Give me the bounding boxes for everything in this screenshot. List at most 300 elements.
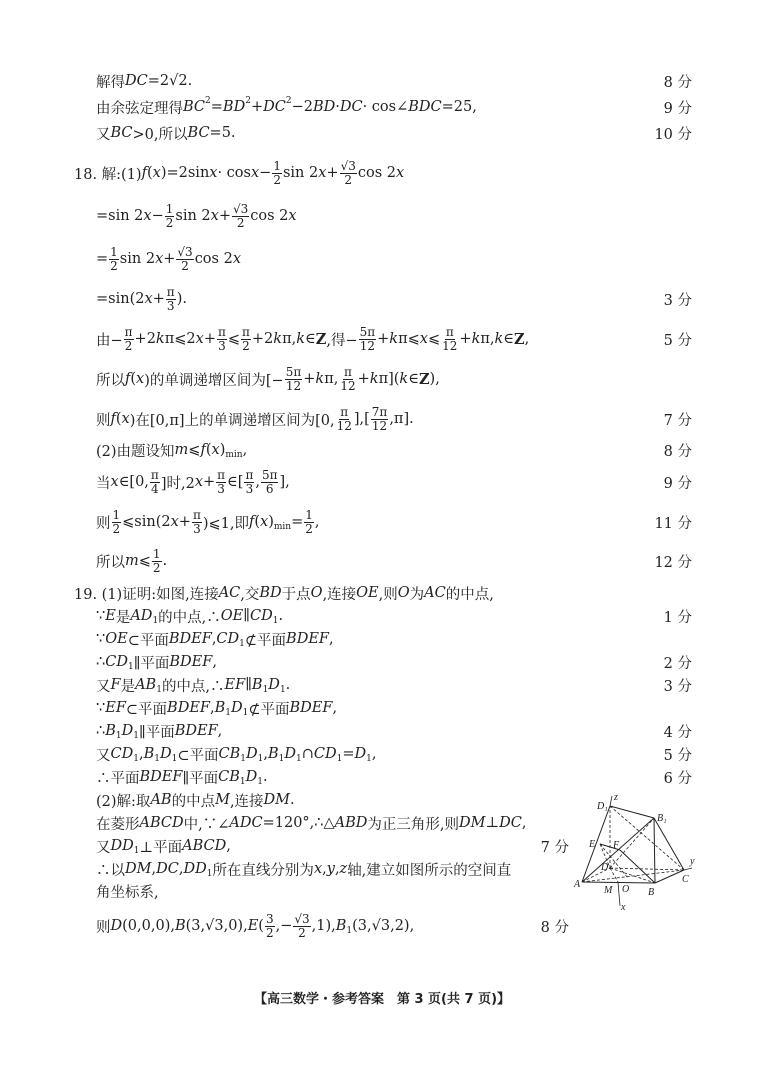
denominator: 3 bbox=[193, 521, 201, 536]
subscript: 1 bbox=[154, 754, 160, 764]
math-variable: BDEF bbox=[289, 700, 333, 716]
math-variable: ABD bbox=[334, 815, 368, 831]
text: ⩽ bbox=[427, 331, 441, 347]
math-variable: DM bbox=[125, 861, 152, 877]
math-variable: D bbox=[284, 746, 296, 762]
score-mark: 8 分 bbox=[540, 919, 569, 936]
text: 的中点,∴ bbox=[161, 678, 225, 695]
fraction bbox=[165, 203, 175, 230]
line-content bbox=[96, 326, 529, 353]
fraction bbox=[340, 160, 357, 187]
score-mark: 3 分 bbox=[663, 678, 692, 695]
math-variable: x bbox=[195, 331, 204, 347]
math-variable: BDC bbox=[408, 99, 442, 115]
z-axis bbox=[610, 796, 612, 806]
numerator: 1 bbox=[110, 244, 118, 259]
denominator: 2 bbox=[265, 925, 274, 940]
numerator: √3 bbox=[294, 911, 310, 926]
text: 19. (1)证明:如图,连接 bbox=[74, 586, 219, 603]
text: 所以 bbox=[96, 372, 125, 389]
fraction bbox=[166, 286, 176, 313]
text: . bbox=[278, 608, 284, 624]
line-content bbox=[96, 881, 159, 902]
text: , bbox=[255, 474, 260, 490]
subscript: 1 bbox=[239, 777, 246, 787]
subscript: 1 bbox=[242, 708, 249, 718]
text: )在[0,π]上的单调递增区间为[0, bbox=[129, 412, 335, 429]
text: + bbox=[326, 165, 339, 181]
text: , bbox=[334, 861, 340, 877]
denominator: 12 bbox=[336, 418, 352, 433]
denominator: 2 bbox=[165, 215, 174, 230]
text: −2 bbox=[291, 99, 313, 115]
text: · cos∠ bbox=[362, 99, 409, 115]
text: 角坐标系, bbox=[96, 884, 159, 901]
subscript: 1 bbox=[336, 754, 343, 764]
math-variable: BD bbox=[312, 99, 336, 115]
fraction bbox=[441, 326, 458, 353]
text: 为正三角形,则 bbox=[367, 816, 460, 833]
subscript: 1 bbox=[115, 731, 122, 741]
label-D: D bbox=[601, 862, 609, 873]
line-content bbox=[96, 203, 297, 230]
fraction bbox=[150, 469, 160, 496]
score-mark: 5 分 bbox=[663, 747, 692, 764]
text: ∈ bbox=[408, 371, 419, 387]
denominator: 2 bbox=[242, 338, 250, 353]
text: 又 bbox=[96, 839, 111, 856]
text: π⩽2 bbox=[164, 331, 196, 347]
integer-set: Z bbox=[514, 330, 525, 348]
edge-B-C bbox=[655, 870, 684, 883]
subscript: 1 bbox=[296, 754, 302, 764]
line-content bbox=[96, 440, 247, 461]
superscript: 2 bbox=[205, 96, 211, 106]
subscript: 1 bbox=[257, 777, 263, 787]
text: = bbox=[210, 99, 223, 115]
solution-line bbox=[74, 158, 692, 188]
label-A: A bbox=[574, 879, 581, 890]
math-variable: AD bbox=[130, 608, 153, 624]
numerator: π bbox=[150, 467, 159, 482]
numerator: π bbox=[340, 404, 349, 419]
math-variable: x bbox=[396, 165, 405, 181]
text: · cos bbox=[217, 165, 251, 181]
text: ∈ bbox=[305, 331, 316, 347]
label-z: z bbox=[614, 792, 618, 803]
fraction bbox=[232, 203, 249, 230]
solution-line bbox=[96, 435, 692, 465]
text: (2)由题设知 bbox=[96, 443, 175, 460]
math-variable: BDEF bbox=[174, 723, 218, 739]
math-variable: f bbox=[141, 165, 147, 181]
subscript: 1 bbox=[239, 639, 245, 649]
denominator: 3 bbox=[245, 481, 254, 496]
math-variable: x bbox=[211, 442, 220, 458]
solution-line bbox=[96, 244, 692, 274]
math-variable: x bbox=[170, 514, 179, 530]
solution-line bbox=[96, 467, 692, 497]
math-variable: D bbox=[121, 723, 134, 739]
denominator: 2 bbox=[124, 338, 133, 353]
fraction bbox=[244, 469, 254, 496]
denominator: 2 bbox=[273, 172, 281, 187]
score-mark: 9 分 bbox=[663, 475, 692, 492]
text: )=2sin bbox=[160, 165, 210, 181]
denominator: 12 bbox=[359, 338, 376, 353]
x-axis bbox=[618, 882, 620, 906]
math-variable: ABCD bbox=[182, 838, 227, 854]
text: sin 2 bbox=[119, 251, 156, 267]
math-variable: D bbox=[245, 746, 258, 762]
text: =120°,∴△ bbox=[262, 815, 335, 831]
math-variable: ADC bbox=[229, 815, 263, 831]
math-variable: BC bbox=[187, 125, 210, 141]
line-content bbox=[74, 160, 404, 187]
math-variable: CD bbox=[105, 654, 128, 670]
text: , bbox=[211, 631, 217, 647]
math-variable: DC bbox=[339, 99, 363, 115]
text: )⩽1,即 bbox=[202, 515, 249, 532]
math-variable: D bbox=[268, 677, 280, 693]
label-M: M bbox=[604, 885, 613, 896]
text: ∥ bbox=[245, 677, 252, 693]
text: . bbox=[263, 769, 268, 785]
math-variable: DM bbox=[459, 815, 486, 831]
subscript: min bbox=[225, 450, 243, 460]
label-C: C bbox=[682, 874, 689, 885]
numerator: √3 bbox=[340, 158, 356, 173]
math-variable: OE bbox=[220, 608, 244, 624]
line-content bbox=[96, 509, 320, 536]
text: ). bbox=[176, 291, 187, 307]
math-variable: DC bbox=[499, 815, 522, 831]
math-variable: BDEF bbox=[168, 631, 212, 647]
math-variable: x bbox=[136, 371, 145, 387]
text: ∵ bbox=[96, 700, 106, 716]
math-variable: f bbox=[248, 514, 255, 530]
math-variable: x bbox=[155, 251, 164, 267]
text: sin 2 bbox=[175, 208, 211, 224]
math-variable: m bbox=[174, 442, 189, 458]
text: =25, bbox=[441, 99, 477, 115]
text: ⊂平面 bbox=[125, 701, 168, 718]
text: 解得 bbox=[96, 74, 125, 91]
line-content bbox=[96, 123, 236, 144]
text: ( bbox=[146, 165, 153, 181]
score-mark: 3 分 bbox=[663, 292, 692, 309]
text: ], bbox=[279, 474, 290, 490]
fraction bbox=[272, 160, 282, 187]
edge-A-B bbox=[582, 882, 655, 883]
numerator: 7π bbox=[371, 404, 388, 419]
text: ∥平面 bbox=[182, 770, 219, 787]
text: =sin 2 bbox=[96, 208, 144, 224]
numerator: π bbox=[192, 507, 201, 522]
text: 所以 bbox=[96, 554, 125, 571]
text: , bbox=[322, 861, 327, 877]
math-variable: x bbox=[210, 208, 219, 224]
text: ⩽sin(2 bbox=[122, 514, 171, 530]
text: 由− bbox=[96, 332, 123, 349]
text: ) bbox=[268, 514, 274, 530]
math-variable: x bbox=[121, 411, 130, 427]
numerator: π bbox=[242, 324, 250, 339]
numerator: π bbox=[124, 324, 133, 339]
fraction bbox=[216, 469, 226, 496]
fraction bbox=[339, 366, 356, 393]
subscript: 1 bbox=[156, 685, 162, 695]
score-mark: 6 分 bbox=[663, 770, 692, 787]
edge-B1-C bbox=[654, 818, 684, 870]
denominator: 2 bbox=[305, 521, 313, 536]
math-variable: f bbox=[200, 442, 206, 458]
denominator: 6 bbox=[265, 481, 274, 496]
numerator: √3 bbox=[233, 201, 249, 216]
score-mark: 8 分 bbox=[663, 443, 692, 460]
math-variable: OE bbox=[105, 631, 128, 647]
score-mark: 2 分 bbox=[663, 655, 692, 672]
math-variable: m bbox=[125, 553, 139, 569]
text: +2 bbox=[251, 331, 274, 347]
numerator: π bbox=[217, 467, 226, 482]
math-variable: CB bbox=[218, 746, 241, 762]
math-variable: f bbox=[110, 411, 116, 427]
numerator: 5π bbox=[261, 467, 278, 482]
math-variable: B bbox=[335, 918, 347, 934]
math-variable: EF bbox=[105, 700, 126, 716]
text: cos 2 bbox=[194, 251, 233, 267]
math-variable: D bbox=[245, 769, 258, 785]
text: 则 bbox=[96, 515, 111, 532]
math-variable: BC bbox=[110, 125, 133, 141]
text: 中,∵∠ bbox=[183, 816, 230, 833]
line-content bbox=[96, 406, 414, 433]
solution-line bbox=[96, 911, 569, 941]
text: 的中点,∴ bbox=[158, 609, 221, 626]
math-variable: B bbox=[174, 918, 186, 934]
subscript: 1 bbox=[272, 616, 279, 626]
text: ( bbox=[115, 411, 122, 427]
text: )的单调递增区间为[− bbox=[144, 372, 284, 389]
fraction bbox=[124, 326, 134, 353]
edge-D1-B1 bbox=[610, 806, 654, 818]
math-variable: EF bbox=[224, 677, 246, 693]
math-variable: DC bbox=[156, 861, 179, 877]
numerator: π bbox=[217, 324, 226, 339]
score-mark: 7 分 bbox=[540, 839, 569, 856]
label-y: y bbox=[690, 856, 695, 867]
math-variable: F bbox=[110, 677, 121, 693]
text: , bbox=[209, 700, 215, 716]
edge-F-B bbox=[620, 850, 655, 883]
integer-set: Z bbox=[315, 330, 327, 348]
math-variable: x bbox=[143, 208, 152, 224]
denominator: 2 bbox=[110, 258, 118, 273]
subscript: 1 bbox=[346, 926, 353, 936]
math-variable: DC bbox=[125, 73, 148, 89]
solution-line bbox=[96, 201, 692, 231]
numerator: π bbox=[344, 364, 352, 379]
line-content bbox=[96, 71, 192, 92]
subscript: 1 bbox=[240, 754, 246, 764]
text: ∴以 bbox=[96, 862, 125, 879]
label-B: B bbox=[648, 887, 655, 898]
text: − bbox=[151, 208, 164, 224]
text: ∵ bbox=[96, 631, 106, 647]
math-variable: BDEF bbox=[167, 700, 210, 716]
text: ⩽ bbox=[188, 442, 201, 458]
line-content bbox=[96, 548, 167, 575]
text: , bbox=[328, 631, 334, 647]
text: , bbox=[332, 700, 338, 716]
score-mark: 8 分 bbox=[663, 74, 692, 91]
math-variable: DC bbox=[263, 99, 286, 115]
math-variable: k bbox=[155, 331, 165, 347]
text: , bbox=[212, 654, 217, 670]
text: (2)解:取 bbox=[96, 793, 151, 810]
math-variable: k bbox=[471, 331, 481, 347]
solution-line bbox=[96, 324, 692, 354]
text: ,连接 bbox=[229, 793, 264, 810]
y-axis bbox=[684, 868, 692, 870]
score-mark: 11 分 bbox=[654, 515, 692, 532]
text: ∥平面 bbox=[139, 724, 175, 741]
text: π, bbox=[480, 331, 495, 347]
text: ,π]. bbox=[389, 411, 414, 427]
text: ) bbox=[219, 442, 226, 458]
line-content bbox=[96, 366, 440, 393]
math-variable: k bbox=[389, 331, 399, 347]
text: , bbox=[138, 746, 144, 762]
math-variable: B bbox=[214, 700, 226, 716]
text: 为 bbox=[409, 586, 425, 603]
text: ,交 bbox=[240, 586, 260, 603]
edge-A-C bbox=[582, 870, 684, 882]
text: ,1), bbox=[311, 918, 336, 934]
label-O: O bbox=[622, 884, 630, 895]
math-variable: E bbox=[105, 608, 116, 624]
text: 又 bbox=[96, 678, 111, 695]
numerator: 5π bbox=[359, 324, 376, 339]
numerator: 5π bbox=[285, 364, 302, 379]
text: ∈[0, bbox=[118, 474, 149, 490]
denominator: 2 bbox=[236, 215, 245, 230]
math-variable: BDEF bbox=[139, 769, 183, 785]
math-variable: O bbox=[310, 585, 323, 601]
math-variable: x bbox=[110, 474, 119, 490]
text: =2√2. bbox=[147, 73, 193, 89]
text: , bbox=[151, 861, 157, 877]
fraction bbox=[112, 509, 122, 536]
text: + bbox=[152, 291, 165, 307]
denominator: 12 bbox=[340, 378, 356, 393]
score-mark: 10 分 bbox=[654, 126, 692, 143]
math-variable: D bbox=[230, 700, 243, 716]
denominator: 2 bbox=[152, 560, 161, 575]
math-variable: B bbox=[267, 746, 279, 762]
superscript: 2 bbox=[245, 96, 251, 106]
math-variable: CD bbox=[110, 746, 134, 762]
text: . bbox=[285, 677, 291, 693]
label-E: E bbox=[589, 839, 596, 850]
math-variable: x bbox=[194, 474, 203, 490]
numerator: √3 bbox=[177, 244, 193, 259]
math-variable: B bbox=[251, 677, 263, 693]
fraction bbox=[304, 509, 314, 536]
text: ]时,2 bbox=[160, 475, 195, 492]
text: + bbox=[178, 514, 191, 530]
text: , bbox=[524, 331, 530, 347]
math-variable: x bbox=[250, 165, 260, 181]
text: +2 bbox=[134, 331, 156, 347]
subscript: 1 bbox=[206, 869, 213, 879]
subscript: 1 bbox=[133, 754, 139, 764]
fraction bbox=[176, 246, 193, 273]
text: = bbox=[291, 514, 304, 530]
text: ⊄平面 bbox=[244, 632, 287, 649]
label-B1: B₁ bbox=[657, 813, 667, 824]
math-variable: DM bbox=[263, 792, 291, 808]
numerator: π bbox=[166, 284, 175, 299]
math-variable: f bbox=[125, 371, 131, 387]
math-variable: BDEF bbox=[286, 631, 329, 647]
math-variable: CB bbox=[218, 769, 240, 785]
text: + bbox=[203, 474, 216, 490]
math-variable: M bbox=[215, 792, 230, 808]
solution-line bbox=[96, 507, 692, 537]
text: 所在直线分别为 bbox=[212, 862, 314, 879]
fraction bbox=[261, 469, 279, 496]
text: + bbox=[250, 99, 264, 115]
math-variable: D bbox=[159, 746, 172, 762]
math-variable: ABCD bbox=[139, 815, 184, 831]
score-mark: 12 分 bbox=[654, 554, 692, 571]
math-variable: E bbox=[247, 918, 259, 934]
math-variable: O bbox=[397, 585, 410, 601]
denominator: 3 bbox=[218, 338, 226, 353]
math-variable: x bbox=[318, 165, 327, 181]
fraction bbox=[241, 326, 251, 353]
math-variable: BD bbox=[259, 585, 282, 601]
score-mark: 7 分 bbox=[663, 412, 692, 429]
text: ⊄平面 bbox=[248, 701, 290, 718]
fraction bbox=[293, 913, 310, 940]
solution-line bbox=[96, 364, 692, 394]
text: ⊥平面 bbox=[139, 839, 183, 856]
solution-line bbox=[96, 404, 692, 434]
text: ⩽ bbox=[227, 331, 241, 347]
text: ( bbox=[130, 371, 137, 387]
text: ,连接 bbox=[322, 586, 357, 603]
math-variable: x bbox=[288, 208, 297, 224]
math-variable: k bbox=[296, 331, 306, 347]
math-variable: AB bbox=[150, 792, 172, 808]
text: = bbox=[96, 251, 109, 267]
text: 又 bbox=[96, 126, 111, 143]
text: 由余弦定理得 bbox=[96, 100, 183, 117]
text: π, bbox=[324, 371, 339, 387]
denominator: 12 bbox=[285, 378, 302, 393]
math-variable: x bbox=[419, 331, 428, 347]
fraction bbox=[109, 246, 119, 273]
geometry-figure bbox=[570, 792, 700, 914]
denominator: 12 bbox=[371, 418, 388, 433]
line-content bbox=[96, 913, 414, 940]
math-variable: k bbox=[315, 371, 325, 387]
math-variable: x bbox=[209, 165, 218, 181]
text: ∈ bbox=[503, 331, 515, 347]
